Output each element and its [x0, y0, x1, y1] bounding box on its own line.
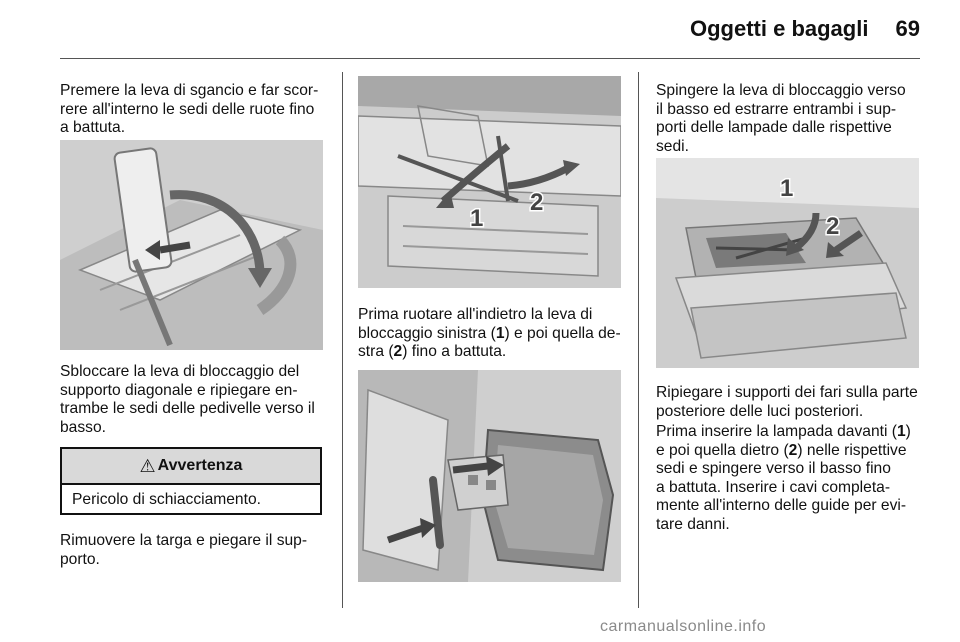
callout-2: 2: [826, 213, 840, 240]
column-divider-right: [638, 72, 639, 608]
callout-2: 2: [530, 189, 544, 216]
instruction-paragraph: Rimuovere la targa e piegare il sup- porto.: [60, 532, 308, 568]
callout-1: 1: [780, 175, 794, 202]
wheel-holder-figure: [60, 140, 323, 350]
page-number: 69: [895, 16, 920, 41]
page-title: Oggetti e bagagli: [690, 16, 869, 41]
instruction-paragraph: Sbloccare la leva di bloccaggio del supporto diagonale e ripiegare en- trambe le sedi delle pedivelle verso il basso.: [60, 363, 315, 436]
warning-header: [62, 449, 320, 485]
lamp-housing-figure: [358, 370, 621, 582]
warning-text: Pericolo di schiacciamento.: [72, 491, 261, 508]
lamp-support-figure: [656, 158, 919, 368]
lamp-support-illustration: [656, 158, 919, 368]
warning-box: [60, 447, 322, 515]
callout-1: 1: [470, 205, 484, 232]
lamp-housing-illustration: [358, 370, 621, 582]
watermark: carmanualsonline.info: [600, 618, 767, 635]
locking-lever-figure: [358, 76, 621, 288]
header-divider: [60, 58, 920, 59]
locking-lever-illustration: [358, 76, 621, 288]
instruction-paragraph: Spingere la leva di bloccaggio verso il basso ed estrarre entrambi i sup- porti delle lampade dalle rispettive sedi.: [656, 82, 906, 155]
instruction-paragraph: Prima ruotare all'indietro la leva di bloccaggio sinistra (1) e poi quella de- stra (2) fino a battuta.: [358, 306, 621, 360]
instruction-paragraph: Ripiegare i supporti dei fari sulla parte posteriore delle luci posteriori.: [656, 384, 918, 420]
instruction-paragraph: Premere la leva di sgancio e far scor- rere all'interno le sedi delle ruote fino a battuta.: [60, 82, 319, 136]
warning-title: Avvertenza: [157, 457, 243, 474]
warning-triangle-icon: ⚠: [139, 455, 156, 476]
wheel-holder-illustration: [60, 140, 323, 350]
column-divider-left: [342, 72, 343, 608]
instruction-paragraph: Prima inserire la lampada davanti (1) e poi quella dietro (2) nelle rispettive sedi e spingere verso il basso fino a battuta. Inserire i cavi completa- mente all'interno delle guide per evi- tare danni.: [656, 423, 911, 533]
